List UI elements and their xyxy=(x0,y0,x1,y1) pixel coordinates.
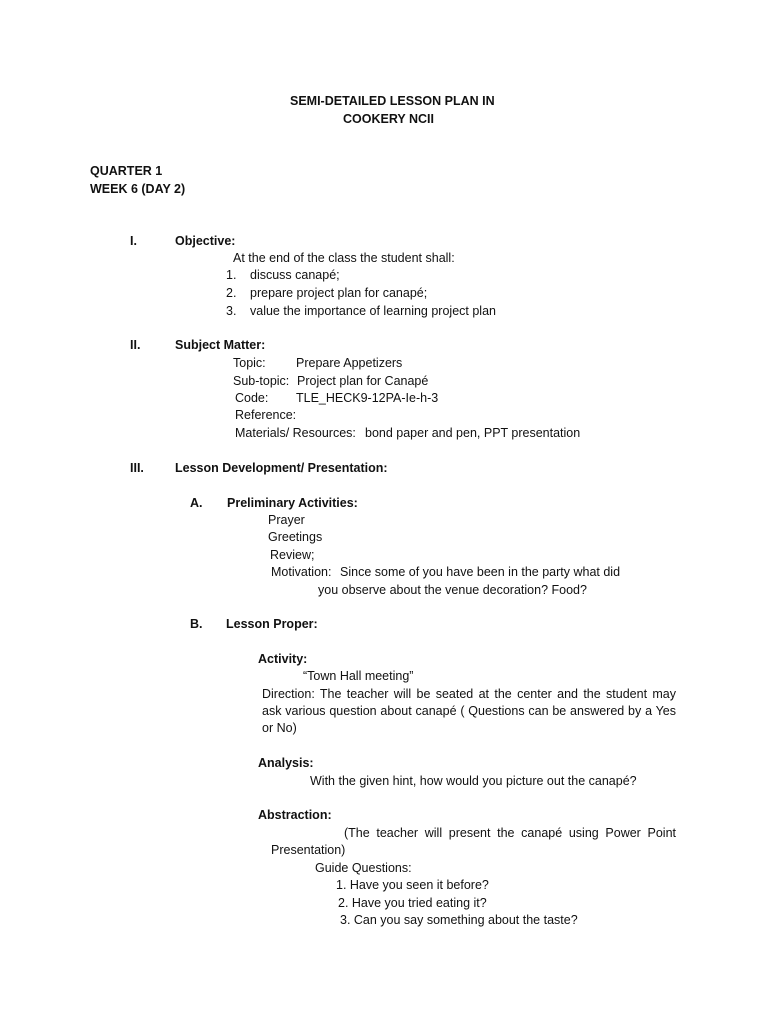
guide-questions-heading: Guide Questions: xyxy=(315,861,412,875)
motivation-line-2: you observe about the venue decoration? Food? xyxy=(318,583,587,597)
direction-line-2: ask various question about canapé ( Questions can be answered by a Yes xyxy=(262,704,676,718)
abstraction-line-2: Presentation) xyxy=(271,843,346,857)
subsection-letter-a: A. xyxy=(190,496,203,510)
section-numeral-subject: II. xyxy=(130,338,141,352)
topic-value: Prepare Appetizers xyxy=(296,356,403,370)
analysis-heading: Analysis: xyxy=(258,756,314,770)
objective-item-1-num: 1. xyxy=(226,268,237,282)
week-label: WEEK 6 (DAY 2) xyxy=(90,182,186,196)
section-numeral-objective: I. xyxy=(130,234,137,248)
motivation-label: Motivation: xyxy=(271,565,332,579)
materials-value: bond paper and pen, PPT presentation xyxy=(365,426,581,440)
activity-title: “Town Hall meeting” xyxy=(303,669,414,683)
code-value: TLE_HECK9-12PA-Ie-h-3 xyxy=(296,391,439,405)
section-numeral-lesson: III. xyxy=(130,461,144,475)
lesson-development-heading: Lesson Development/ Presentation: xyxy=(175,461,388,475)
objective-item-2-num: 2. xyxy=(226,286,237,300)
objective-item-1: discuss canapé; xyxy=(250,268,340,282)
reference-label: Reference: xyxy=(235,408,297,422)
abstraction-line-1: (The teacher will present the canapé using Power Point xyxy=(344,826,676,840)
guide-question-3: 3. Can you say something about the taste? xyxy=(340,913,578,927)
title-line-2: COOKERY NCII xyxy=(343,112,434,126)
code-label: Code: xyxy=(235,391,269,405)
prayer-text: Prayer xyxy=(268,513,305,527)
greetings-text: Greetings xyxy=(268,530,323,544)
preliminary-heading: Preliminary Activities: xyxy=(227,496,358,510)
title-line-1: SEMI-DETAILED LESSON PLAN IN xyxy=(290,94,495,108)
subtopic-value: Project plan for Canapé xyxy=(297,374,429,388)
materials-label: Materials/ Resources: xyxy=(235,426,356,440)
guide-question-1: 1. Have you seen it before? xyxy=(336,878,489,892)
quarter-label: QUARTER 1 xyxy=(90,164,163,178)
objective-intro: At the end of the class the student shall: xyxy=(233,251,455,265)
abstraction-heading: Abstraction: xyxy=(258,808,332,822)
activity-heading: Activity: xyxy=(258,652,308,666)
objective-item-2: prepare project plan for canapé; xyxy=(250,286,428,300)
guide-question-2: 2. Have you tried eating it? xyxy=(338,896,487,910)
objective-item-3: value the importance of learning project plan xyxy=(250,304,496,318)
lesson-proper-heading: Lesson Proper: xyxy=(226,617,318,631)
analysis-text: With the given hint, how would you picture out the canapé? xyxy=(310,774,637,788)
objective-heading: Objective: xyxy=(175,234,236,248)
subsection-letter-b: B. xyxy=(190,617,203,631)
objective-item-3-num: 3. xyxy=(226,304,237,318)
subject-matter-heading: Subject Matter: xyxy=(175,338,266,352)
direction-line-1: Direction: The teacher will be seated at the center and the student may xyxy=(262,687,676,701)
motivation-line-1: Since some of you have been in the party what did xyxy=(340,565,621,579)
review-text: Review; xyxy=(270,548,315,562)
subtopic-label: Sub-topic: xyxy=(233,374,290,388)
direction-line-3: or No) xyxy=(262,721,297,735)
topic-label: Topic: xyxy=(233,356,266,370)
